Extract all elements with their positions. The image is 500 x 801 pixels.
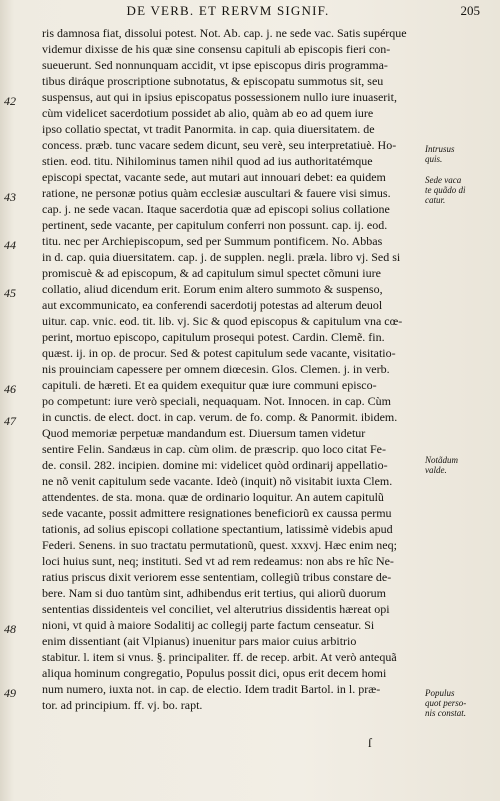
marginal-gloss xyxy=(425,455,497,475)
marginal-gloss xyxy=(425,175,497,205)
text-line: num numero, iuxta not. in cap. de electio. Idem tradit Bartol. in l. præ- xyxy=(42,682,381,696)
marginal-gloss-line: Populus xyxy=(425,688,455,698)
text-line: perint, mortuo episcopo, capitulum prosequi potest. Cardin. Clemẽ. fin. xyxy=(42,330,385,344)
text-line: ratione, ne personæ potius quàm ecclesiæ auscultari & fauere visi simus. xyxy=(42,186,391,200)
text-line: aliqua hominum congregatio, Populus possit dici, opus erit decem homi xyxy=(42,666,387,680)
marginal-gloss-line: Notãdum xyxy=(425,455,459,465)
page-number: 205 xyxy=(460,3,480,18)
paragraph-number: 43 xyxy=(4,190,16,204)
text-line: uitur. cap. vnic. eod. tit. lib. vj. Sic & quod episcopus & capitulum vna cœ- xyxy=(42,314,403,328)
body-text xyxy=(42,25,418,713)
marginal-gloss-line: nis constat. xyxy=(425,708,467,718)
paragraph-number: 42 xyxy=(4,94,16,108)
text-line: loci huius sunt, neq; instituti. Sed vt ad rem redeamus: non abs re hîc Ne- xyxy=(42,554,394,568)
text-line: po competunt: iure verò speciali, nequaquam. Not. Innocen. in cap. Cùm xyxy=(42,394,391,408)
paragraph-number: 47 xyxy=(4,414,16,428)
text-line: pertinent, sede vacante, per capitulum conferri non possunt. cap. ij. eod. xyxy=(42,218,388,232)
text-line: promiscuè & ad episcopum, & ad capitulum simul spectet cõmuni iure xyxy=(42,266,381,280)
text-line: attendentes. de sta. mona. quæ de ordinario loquitur. An autem capitulũ xyxy=(42,490,384,504)
marginal-gloss-line: Sede vaca xyxy=(425,175,462,185)
paragraph-number: 48 xyxy=(4,622,16,636)
text-line: quæst. ij. in op. de procur. Sed & potest capitulum sede vacante, visitatio- xyxy=(42,346,396,360)
text-line: titu. nec per Archiepiscopum, sed per Summum pontificem. No. Abbas xyxy=(42,234,383,248)
text-line: sentire Felin. Sandæus in cap. cùm olim. de præscrip. quo loco citat Fe- xyxy=(42,442,386,456)
marginal-gloss-line: te quãdo di xyxy=(425,185,466,195)
text-line: ne nõ venit capitulum sede vacante. Ideò (inquit) nõ visitabit iuxta Clem. xyxy=(42,474,393,488)
text-line: capituli. de hæreti. Et ea quidem exequitur quæ iure communi episco- xyxy=(42,378,377,392)
text-line: stien. eod. titu. Nihilominus tamen nihil quod ad ius authoritatémque xyxy=(42,154,373,168)
running-title: DE VERB. ET RERVM SIGNIF. xyxy=(126,3,330,18)
marginal-gloss-line: valde. xyxy=(425,465,447,475)
marginal-gloss-line: Intrusus xyxy=(425,144,455,154)
marginal-gloss xyxy=(425,688,497,718)
text-line: enim dissentiant (ait Vlpianus) inuenitur pars maior cuius arbitrio xyxy=(42,634,357,648)
text-line: stabitur. l. item si vnus. §. principaliter. ff. de recep. arbit. At verò antequã xyxy=(42,650,397,664)
text-line: suspensus, aut qui in ipsius episcopatus possessionem nullo iure inuaserit, xyxy=(42,90,397,104)
text-line: Federi. Senens. in suo tractatu permutationũ, quest. xxxvj. Hæc enim neq; xyxy=(42,538,397,552)
text-line: cùm videlicet sacerdotium possidet ab alio, quàm ab eo ad quem iure xyxy=(42,106,374,120)
marginal-gloss-line: quis. xyxy=(425,154,443,164)
text-line: in cunctis. de elect. doct. in cap. verum. de fo. comp. & Panormit. ibidem. xyxy=(42,410,398,424)
text-line: tibus diráque proscriptione subnotatus, & episcopatu summotus sit, seu xyxy=(42,74,384,88)
paragraph-number: 46 xyxy=(4,382,16,396)
paragraph-number: 45 xyxy=(4,286,16,300)
text-line: bere. Nam si duo tantùm sint, adhibendus erit tertius, qui aliorũ duorum xyxy=(42,586,386,600)
text-line: tationis, ad solius episcopi collatione spectantium, latissimè videbis apud xyxy=(42,522,393,536)
text-line: sede vacante, possit admittere resignationes beneficiorũ ex caussa permu xyxy=(42,506,392,520)
text-line: concess. præb. tunc vacare sedem dicunt, seu verè, seu interpretatiuè. Ho- xyxy=(42,138,397,152)
text-line: collatio, aliud dicendum erit. Eorum enim altero summoto & suspenso, xyxy=(42,282,383,296)
text-line: tor. ad principium. ff. vj. bo. rapt. xyxy=(42,698,203,712)
text-line: videmur dixisse de his quæ sine consensu capituli ab episcopis fieri con- xyxy=(42,42,391,56)
text-line: ratius priscus dixit veriorem esse sententiam, collegiũ tribus constare de- xyxy=(42,570,392,584)
marginal-gloss xyxy=(425,144,497,164)
text-line: aut excommunicato, ea conferendi sacerdotij potestas ad alterum deuol xyxy=(42,298,383,312)
text-line: sententias dissidenteis vel conciliet, vel alterutrius dissidentis hæreat opi xyxy=(42,602,390,616)
text-line: ipso collatio spectat, vt tradit Panormita. in cap. quia diuersitatem. de xyxy=(42,122,375,136)
text-line: de. consil. 282. incipien. domine mi: videlicet quòd ordinarij appellatio- xyxy=(42,458,388,472)
text-line: in d. cap. quia diuersitatem. cap. j. de supplen. negli. præla. libro vj. Sed si xyxy=(42,250,401,264)
text-line: nis prouinciam capessere per omnem diœcesin. Glos. Clemen. j. in verb. xyxy=(42,362,390,376)
text-line: episcopi spectat, vacante sede, aut mutari aut innouari debet: ea quidem xyxy=(42,170,386,184)
marginal-gloss-line: catur. xyxy=(425,195,446,205)
text-line: sueuerunt. Sed nonnunquam accidit, vt ipse episcopus diris programma- xyxy=(42,58,388,72)
text-line: nioni, vt quid à maiore Sodalitij ac collegij parte factum censeatur. Si xyxy=(42,618,375,632)
paragraph-number: 44 xyxy=(4,238,16,252)
text-line: cap. j. ne sede vacan. Itaque sacerdotia quæ ad episcopi solius collatione xyxy=(42,202,390,216)
paragraph-number: 49 xyxy=(4,686,16,700)
marginal-gloss-line: quot perso- xyxy=(425,698,467,708)
catchword: ſ xyxy=(368,735,372,750)
text-line: ris damnosa fiat, dissolui potest. Not. Ab. cap. j. ne sede vac. Satis supérque xyxy=(42,26,407,40)
text-line: Quod memoriæ perpetuæ mandandum est. Diuersum tamen videtur xyxy=(42,426,366,440)
